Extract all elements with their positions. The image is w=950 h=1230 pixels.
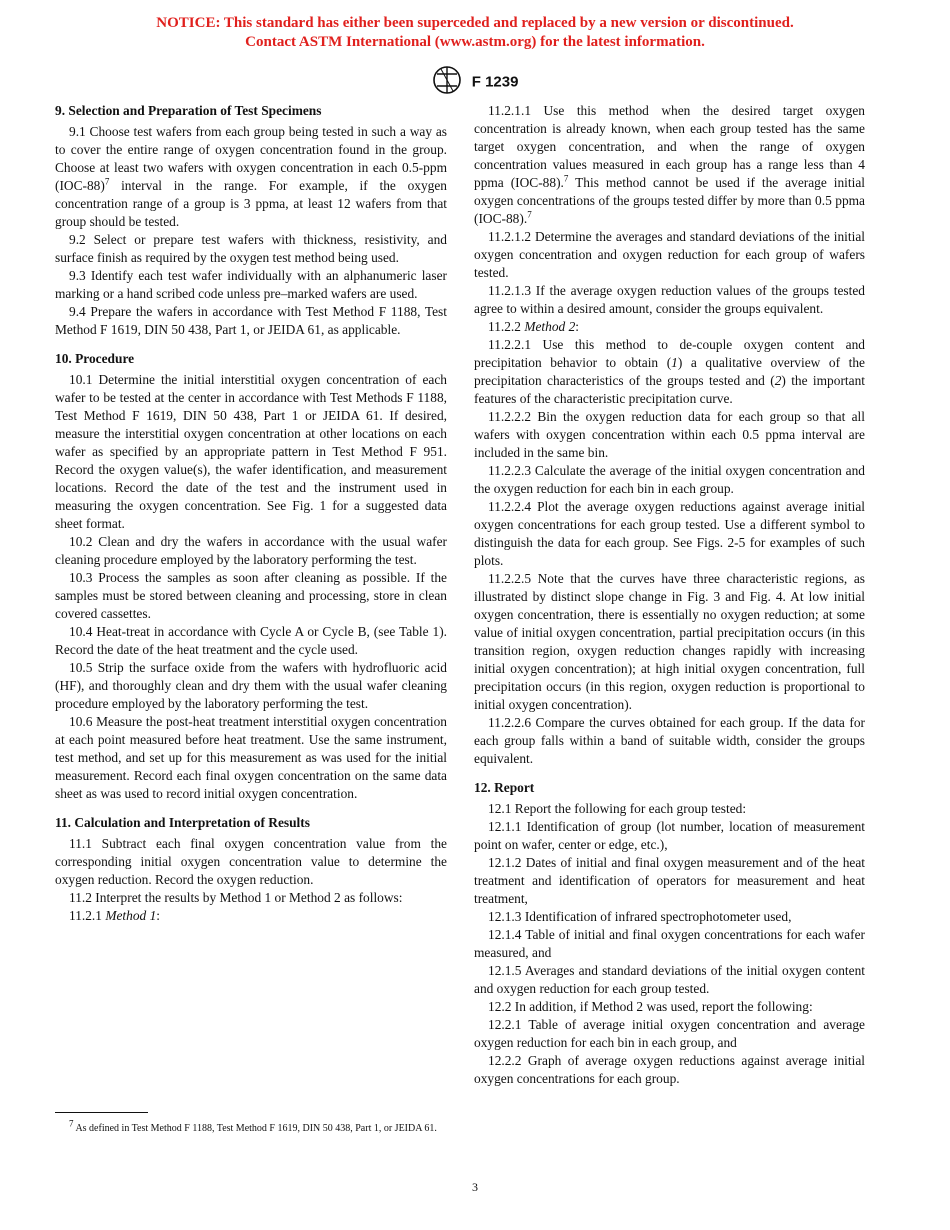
paragraph-9-1: 9.1 Choose test wafers from each group being tested in such a way as to cover the entire range of oxygen concentration found in the group. Choose at least two wafers with oxygen concentration in each 0.5-ppm $(IOC-88)^7$ interval in the range. For example, if the oxygen concentration range of a group is 3 ppma, at least 12 wafers from that group should be tested.	[55, 124, 447, 229]
standard-number: F 1239	[471, 73, 519, 91]
paragraph-12-1-2: 12.1.2 Dates of initial and final oxygen measurement and of the heat treatment and identification of operators for measurement and heat treatment,	[474, 855, 865, 906]
paragraph-12-1-1: 12.1.1 Identification of group (lot number, location of measurement point on wafer, center or edge, etc.),	[474, 819, 865, 852]
footnote-ref: 7	[563, 173, 569, 184]
footnote-divider	[55, 1112, 148, 1113]
paragraph-9-2: 9.2 Select or prepare test wafers with thickness, resistivity, and surface finish as required by the oxygen test method being used.	[55, 232, 447, 265]
astm-logo-icon	[432, 65, 462, 99]
paragraph-12-1-5: 12.1.5 Averages and standard deviations of the initial oxygen content and oxygen reduction for each group tested.	[474, 963, 865, 996]
paragraph-10-2: 10.2 Clean and dry the wafers in accordance with the usual wafer cleaning procedure employed by the laboratory performing the test.	[55, 534, 447, 567]
paragraph-11-2: 11.2 Interpret the results by Method 1 or Method 2 as follows:	[69, 890, 403, 905]
paragraph-11-2-2-4: 11.2.2.4 Plot the average oxygen reductions against average initial oxygen concentrations for each group tested. Use a different symbol to distinguish the data for each group. See Figs. 2-5 for examples of such plots.	[474, 499, 865, 568]
paragraph-12-2-1: 12.2.1 Table of average initial oxygen concentration and average oxygen reduction for each bin in each group, and	[474, 1017, 865, 1050]
footnote-7: $^7$ As defined in Test Method F 1188, Test Method F 1619, DIN 50 438, Part 1, or JEIDA 61.	[69, 1118, 437, 1134]
footnote-ref: 7	[527, 209, 532, 220]
document-header	[0, 65, 950, 99]
paragraph-11-2-2-6: 11.2.2.6 Compare the curves obtained for each group. If the data for each group falls within a band of suitable width, consider the groups equivalent.	[474, 715, 865, 766]
section-10-heading: 10. Procedure	[55, 351, 135, 366]
paragraph-10-6: 10.6 Measure the post-heat treatment interstitial oxygen concentration at each point measured before heat treatment. Use the same instrument, test method, and set up for this measurement as was used for the initial measurement. Record each final oxygen concentration on the same data sheet as was used to record initial oxygen concentration.	[55, 714, 447, 801]
footnote-ref: 7	[104, 176, 110, 187]
paragraph-10-3: 10.3 Process the samples as soon after cleaning as possible. If the samples must be stored between cleaning and processing, store in clean covered cassettes.	[55, 570, 447, 621]
paragraph-12-1: 12.1 Report the following for each group tested:	[488, 801, 747, 816]
notice-banner	[0, 14, 950, 52]
paragraph-11-2-1: 11.2.1 Method 1:	[69, 908, 161, 923]
paragraph-11-2-2-5: 11.2.2.5 Note that the curves have three characteristic regions, as illustrated by distinct slope change in Fig. 3 and Fig. 4. At low initial oxygen concentration, there is essentially no oxygen reduction; at some value of initial oxygen concentration, partial precipitation occurs (in this transition region, oxygen reduction changes rapidly with increasing initial oxygen concentration); at high initial oxygen concentration, full precipitation occurs (in this region, oxygen reduction is proportional to initial oxygen concentration).	[474, 571, 865, 712]
footnote-mark: 7	[69, 1118, 74, 1129]
page-number: 3	[472, 1180, 478, 1194]
paragraph-9-4: 9.4 Prepare the wafers in accordance with Test Method F 1188, Test Method F 1619, DIN 50 438, Part 1, or JEIDA 61, as applicable.	[55, 304, 447, 337]
paragraph-12-2: 12.2 In addition, if Method 2 was used, report the following:	[488, 999, 813, 1014]
paragraph-12-1-4: 12.1.4 Table of initial and final oxygen concentrations for each wafer measured, and	[474, 927, 865, 960]
paragraph-10-4: 10.4 Heat-treat in accordance with Cycle A or Cycle B, (see Table 1). Record the date of the heat treatment and the cycle used.	[55, 624, 447, 657]
paragraph-11-1: 11.1 Subtract each final oxygen concentration value from the corresponding initial oxygen concentration value to determine the oxygen reduction. Record the oxygen reduction.	[55, 836, 447, 887]
paragraph-11-2-2-1: 11.2.2.1 Use this method to de-couple oxygen content and precipitation behavior to obtain (1) a qualitative overview of the precipitation characteristics of the groups tested and (2) the important features of the characteristic precipitation curve.	[474, 337, 865, 406]
paragraph-11-2-2: 11.2.2 Method 2:	[488, 319, 580, 334]
paragraph-12-1-3: 12.1.3 Identification of infrared spectrophotometer used,	[488, 909, 792, 924]
paragraph-12-2-2: 12.2.2 Graph of average oxygen reductions against average initial oxygen concentrations for each group.	[474, 1053, 865, 1086]
paragraph-11-2-2-3: 11.2.2.3 Calculate the average of the initial oxygen concentration and the oxygen reduction for each bin in each group.	[474, 463, 865, 496]
left-column	[55, 102, 447, 925]
right-column	[474, 102, 865, 1088]
paragraph-9-3: 9.3 Identify each test wafer individually with an alphanumeric laser marking or a hand scribed code unless pre–marked wafers are used.	[55, 268, 447, 301]
section-9-heading: 9. Selection and Preparation of Test Specimens	[55, 103, 322, 118]
paragraph-11-2-1-3: 11.2.1.3 If the average oxygen reduction values of the groups tested agree to within a desired amount, consider the groups equivalent.	[474, 283, 865, 316]
paragraph-10-5: 10.5 Strip the surface oxide from the wafers with hydrofluoric acid (HF), and thoroughly clean and dry them with the usual wafer cleaning procedure employed by the laboratory performing the test.	[55, 660, 447, 711]
paragraph-10-1: 10.1 Determine the initial interstitial oxygen concentration of each wafer to be tested at the center in accordance with Test Methods F 1188, Test Method F 1619, DIN 50 438, Part 1 or JEIDA 61. If desired, measure the interstitial oxygen concentration at other locations on each wafer as specified by an appropriate pattern in Test Method F 951. Record the oxygen value(s), the wafer identification, and measurement locations. Record the date of the test and the instrument used in measuring the oxygen concentration. See Fig. 1 for a suggested data sheet format.	[55, 372, 447, 531]
paragraph-11-2-1-2: 11.2.1.2 Determine the averages and standard deviations of the initial oxygen concentration and oxygen reduction for each group of wafers tested.	[474, 229, 865, 280]
notice-line-2: Contact ASTM International (www.astm.org) for the latest information.	[245, 34, 705, 50]
section-11-heading: 11. Calculation and Interpretation of Results	[55, 815, 310, 830]
notice-line-1: NOTICE: This standard has either been superceded and replaced by a new version or discontinued.	[156, 15, 794, 31]
section-12-heading: 12. Report	[474, 780, 535, 795]
paragraph-11-2-2-2: 11.2.2.2 Bin the oxygen reduction data for each group so that all wafers with oxygen concentration within each 0.5 ppma interval are included in the same bin.	[474, 409, 865, 460]
paragraph-11-2-1-1: 11.2.1.1 Use this method when the desired target oxygen concentration is already known, when each group tested has the same target oxygen concentration, and when the range of oxygen concentration values measured in each group has a range less than 4 ppma (IOC-88).$^7$ This method cannot be used if the average initial oxygen concentrations of the groups tested differ by more than 0.5 ppma (IOC-88).$^7$	[474, 103, 865, 226]
